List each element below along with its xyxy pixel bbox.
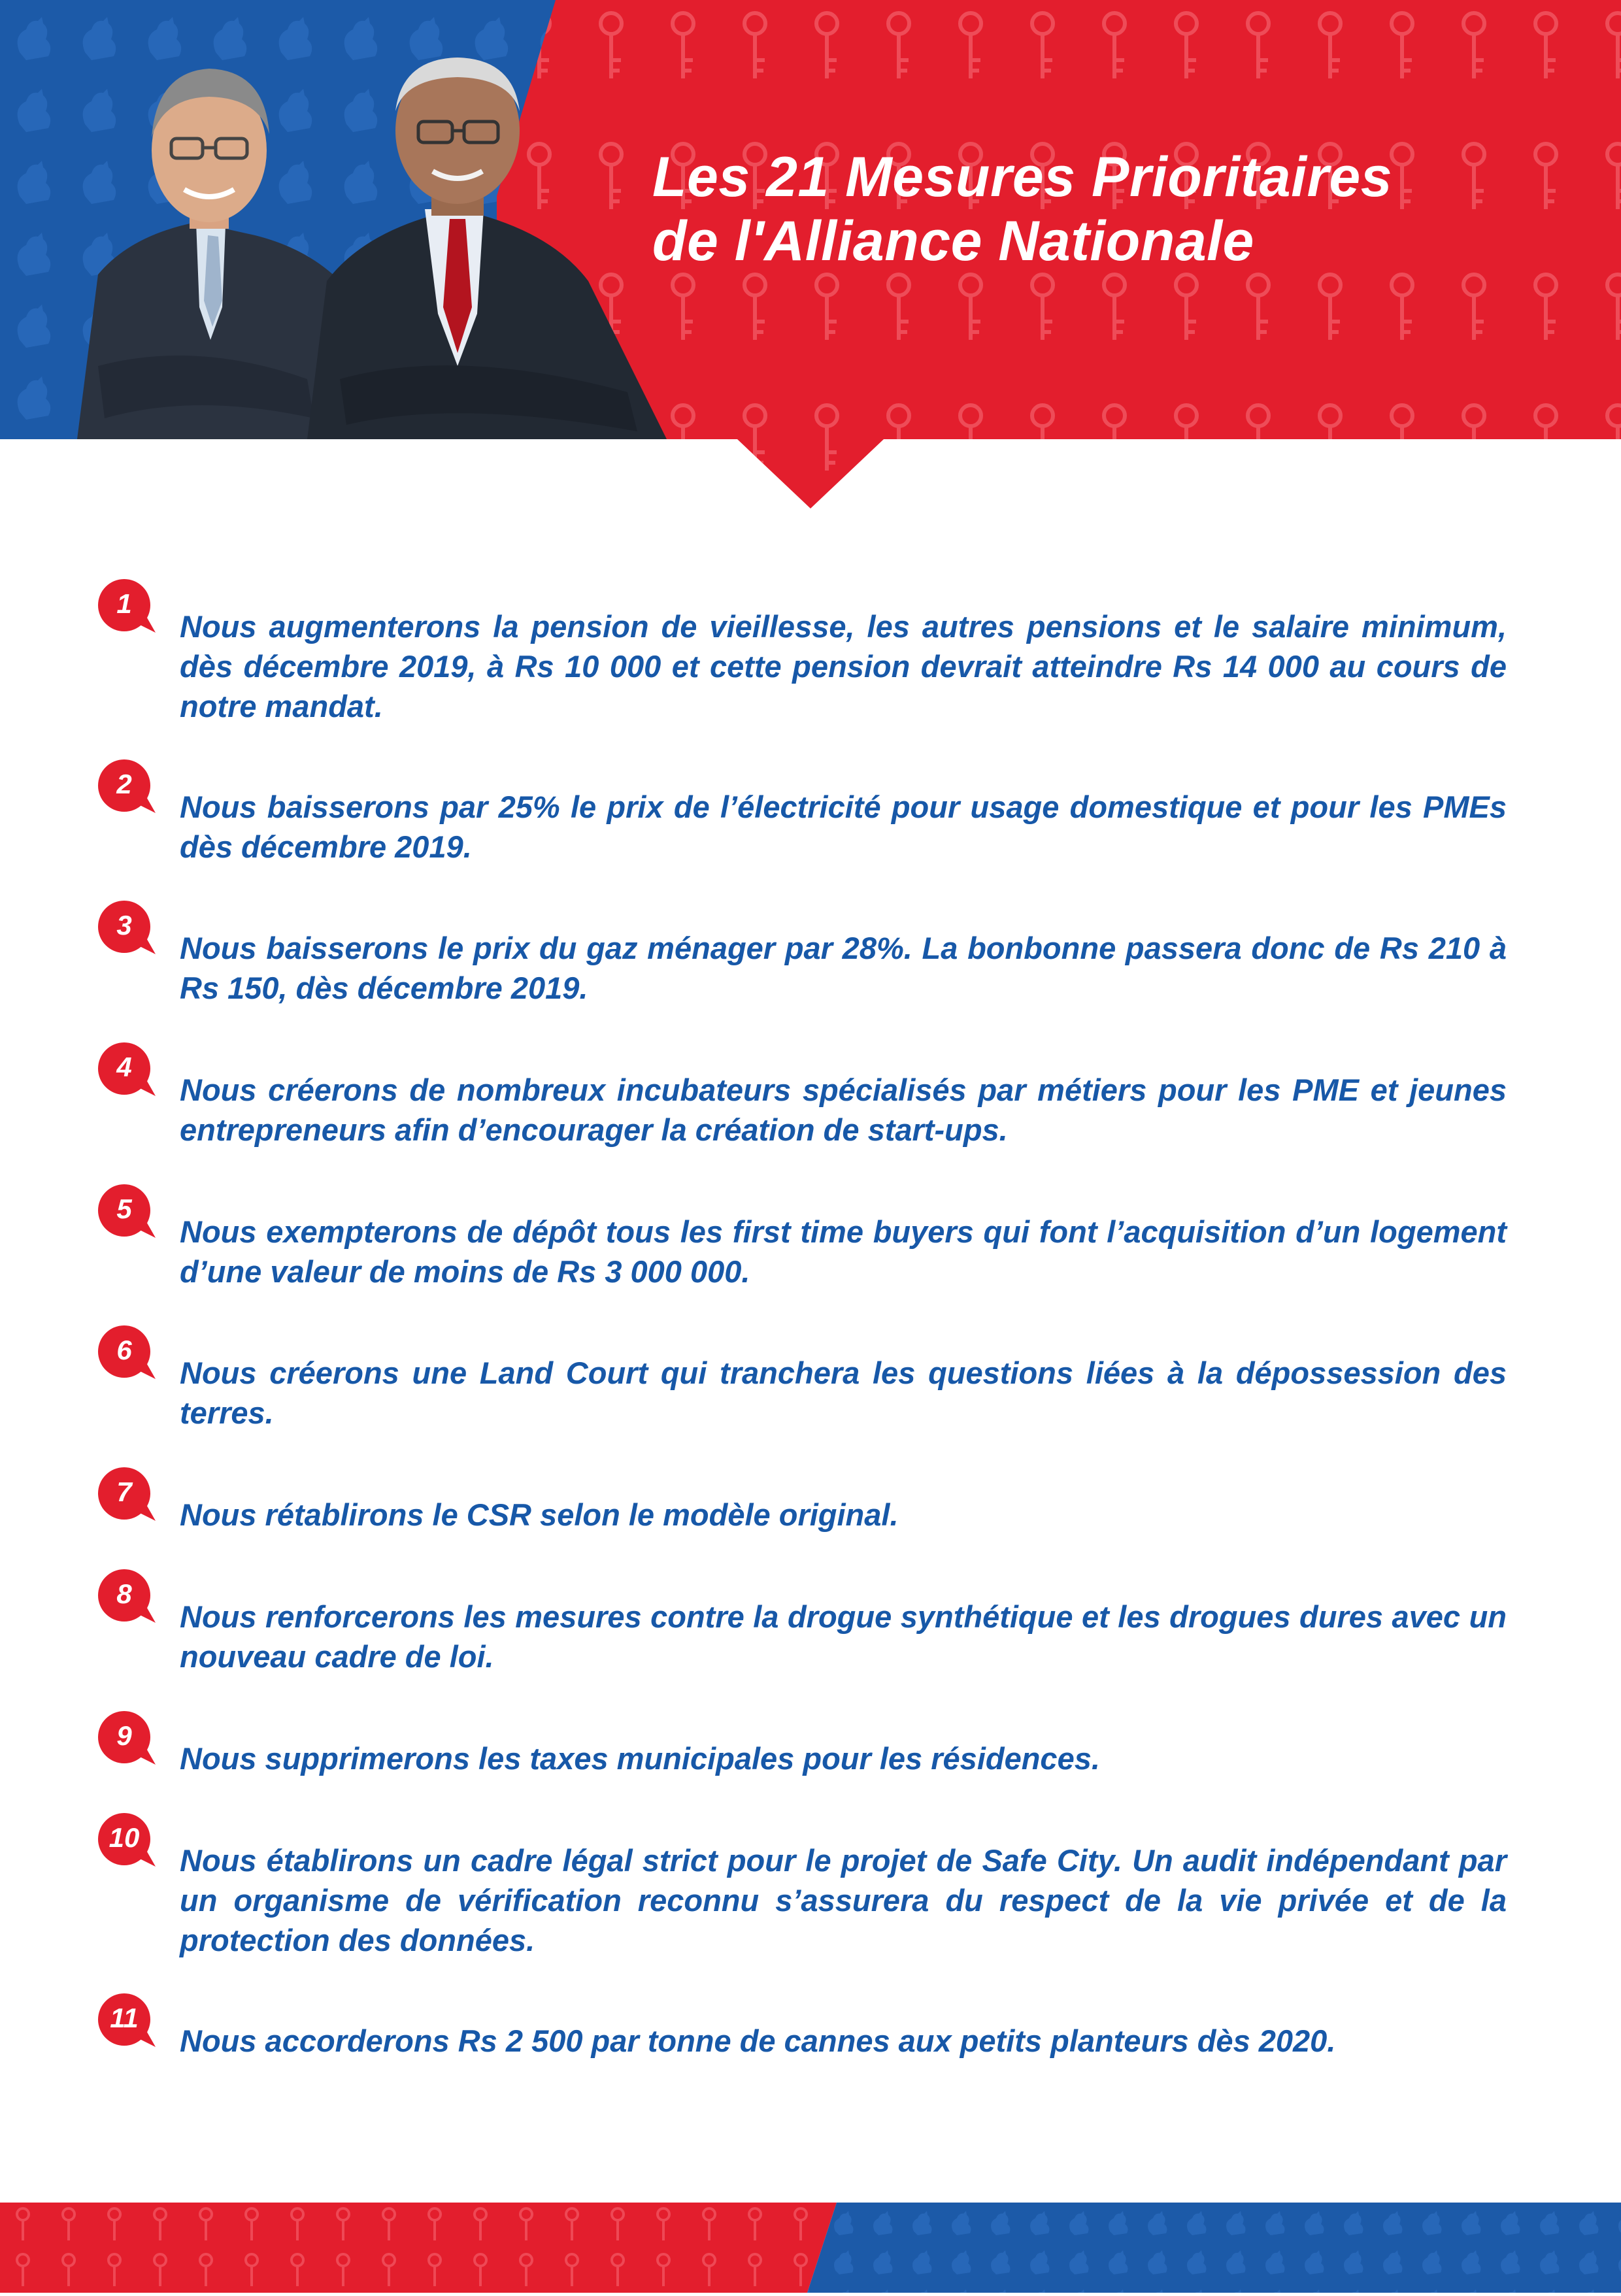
measure-text: Nous accorderons Rs 2 500 par tonne de cannes aux petits planteurs dès 2020. bbox=[180, 2023, 1336, 2058]
number-badge bbox=[98, 1711, 156, 1769]
badge-number: 8 bbox=[116, 1578, 132, 1609]
number-badge bbox=[98, 1813, 156, 1871]
number-badge bbox=[98, 1042, 156, 1100]
title-line-1: Les 21 Mesures Prioritaires bbox=[652, 146, 1393, 208]
measure-text: Nous rétablirons le CSR selon le modèle original. bbox=[180, 1497, 899, 1532]
badge-number: 7 bbox=[116, 1476, 132, 1507]
measure-text: Nous créerons de nombreux incubateurs spécialisés par métiers pour les PME et jeunes entrepreneurs afin d’encourager la création de start-ups. bbox=[180, 1073, 1507, 1147]
number-badge bbox=[98, 759, 156, 817]
footer-background bbox=[0, 2203, 1621, 2293]
number-badge bbox=[98, 901, 156, 958]
number-badge bbox=[98, 1325, 156, 1383]
measure-text: Nous baisserons le prix du gaz ménager par 28%. La bonbonne passera donc de Rs 210 à Rs 150, dès décembre 2019. bbox=[180, 931, 1507, 1005]
measure-text: Nous renforcerons les mesures contre la drogue synthétique et les drogues dures avec un nouveau cadre de loi. bbox=[180, 1599, 1507, 1674]
title-line-2: de l'Alliance Nationale bbox=[652, 210, 1254, 273]
measure-text: Nous augmenterons la pension de vieillesse, les autres pensions et le salaire minimum, dès décembre 2019, à Rs 10 000 et cette pension devrait atteindre Rs 14 000 au cours de notre mandat. bbox=[180, 609, 1507, 724]
number-badge bbox=[98, 1569, 156, 1627]
measure-text: Nous établirons un cadre légal strict pour le projet de Safe City. Un audit indépendant par un organisme de vérification reconnu s’assurera du respect de la vie privée et de la protection des données. bbox=[180, 1843, 1507, 1957]
badge-number: 6 bbox=[116, 1335, 132, 1365]
measure-text: Nous exempterons de dépôt tous les first time buyers qui font l’acquisition d’un logement d’une valeur de moins de Rs 3 000 000. bbox=[180, 1214, 1507, 1289]
badge-number: 5 bbox=[116, 1193, 132, 1224]
footer-band bbox=[0, 2203, 1621, 2293]
number-badge bbox=[98, 1184, 156, 1242]
number-badge bbox=[98, 1467, 156, 1525]
number-badge bbox=[98, 579, 156, 637]
badge-number: 1 bbox=[116, 588, 132, 619]
badge-number: 4 bbox=[116, 1052, 132, 1082]
badge-number: 11 bbox=[110, 2003, 139, 2033]
badge-number: 2 bbox=[116, 769, 132, 799]
measure-text: Nous supprimerons les taxes municipales pour les résidences. bbox=[180, 1741, 1100, 1776]
badge-number: 10 bbox=[109, 1822, 140, 1853]
measure-text: Nous baisserons par 25% le prix de l’électricité pour usage domestique et pour les PMEs dès décembre 2019. bbox=[180, 790, 1507, 864]
badge-number: 3 bbox=[116, 910, 132, 940]
measure-text: Nous créerons une Land Court qui tranchera les questions liées à la dépossession des terres. bbox=[180, 1356, 1507, 1430]
number-badge bbox=[98, 1993, 156, 2051]
badge-number: 9 bbox=[116, 1720, 132, 1751]
